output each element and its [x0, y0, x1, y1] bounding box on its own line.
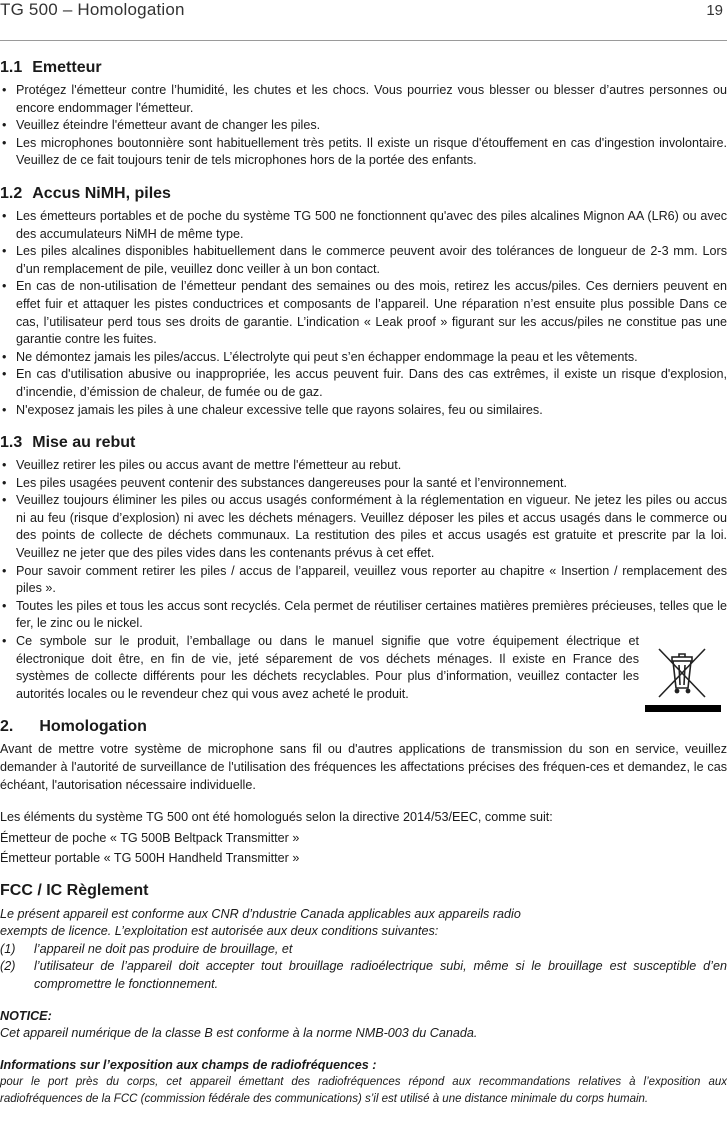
exposure-text: pour le port près du corps, cet appareil émettant des radiofréquences répond aux recommandations relatives à l’exposition aux radiofréquences de la FCC (commission fédérale des communications) s’il est utilisé à une distance minimale du corps humain.	[0, 1076, 727, 1106]
header-title: TG 500 – Homologation	[0, 0, 185, 19]
list-item: • N'exposez jamais les piles à une chaleur excessive telle que rayons solaires, feu ou similaires.	[0, 402, 727, 420]
paragraph: Émetteur portable « TG 500H Handheld Transmitter »	[0, 851, 300, 866]
page-content	[0, 58, 727, 1108]
list-item: • Veuillez éteindre l'émetteur avant de changer les piles.	[0, 117, 727, 135]
list-item: • Les émetteurs portables et de poche du système TG 500 ne fonctionnent qu'avec des piles alcalines Mignon AA (LR6) ou avec des accumulateurs NiMH de même type.	[0, 208, 727, 243]
page-header	[0, 0, 727, 41]
notice-title: NOTICE:	[0, 1008, 52, 1023]
paragraph: Émetteur de poche « TG 500B Beltpack Transmitter »	[0, 830, 300, 845]
list-item: • Les piles usagées peuvent contenir des substances dangereuses pour la santé et l’environnement.	[0, 475, 727, 493]
crossed-out-bin-icon	[643, 643, 723, 713]
page-number: 19	[706, 2, 723, 19]
section-mise-au-rebut	[0, 433, 727, 703]
paragraph: exempts de licence. L’exploitation est autorisée aux deux conditions suivantes:	[0, 924, 439, 939]
section-fcc	[0, 882, 727, 1108]
list-item: • Veuillez retirer les piles ou accus avant de mettre l'émetteur au rebut.	[0, 457, 727, 475]
section-heading: FCC / IC Règlement	[0, 881, 149, 899]
list-item: • Veuillez toujours éliminer les piles ou accus usagés conformément à la réglementation en vigueur. Ne jetez les piles ou accus ni au feu (risque d’explosion) ni avec les déchets ménagers. Veuillez déposer les piles et accus usagés dans le commerce ou des points de collecte de déchets communaux. La restitution des piles et accus usagés est gratuite et prescrite par la loi. Veuillez ne jeter que des piles vides dans les contenants prévus à cet effet.	[0, 492, 727, 562]
paragraph: Les éléments du système TG 500 ont été homologués selon la directive 2014/53/EEC, comme suit:	[0, 810, 553, 825]
list-item: • Toutes les piles et tous les accus sont recyclés. Cela permet de réutiliser certaines matières premières précieuses, telles que le fer, le zinc ou le nickel.	[0, 598, 727, 633]
section-heading: 1.2 Accus NiMH, piles	[0, 184, 171, 202]
bullet-list	[0, 457, 727, 633]
list-item: • Ce symbole sur le produit, l’emballage ou dans le manuel signifie que votre équipement électrique et électronique doit être, en fin de vie, jeté séparement de vos déchets ménages. Il existe en France des systèmes de collecte différents pour les déchets recyclables. Pour plus d’information, veuillez contacter les autorités locales ou le revendeur chez qui vous avez acheté le produit.	[0, 633, 727, 703]
list-item: • Ne démontez jamais les piles/accus. L’électrolyte qui peut s’en échapper endommage la peau et les vêtements.	[0, 349, 727, 367]
section-heading: 1.3 Mise au rebut	[0, 434, 136, 452]
paragraph: Avant de mettre votre système de microphone sans fil ou d'autres applications de transmission du son en service, veuillez demander à l'autorité de surveillance de l'utilisation des fréquences les affectations précises des fréquen-ces et demandez, le cas échéant, l'autorisation nécessaire individuelle.	[0, 742, 727, 792]
section-accus-piles	[0, 184, 727, 419]
bullet-list	[0, 208, 727, 419]
list-item: • En cas de non-utilisation de l’émetteur pendant des semaines ou des mois, retirez les accus/piles. Ces derniers peuvent en effet fuir et attaquer les pistes conductrices et composants de l’appareil. Une réparation n’est ensuite plus possible Dans ce cas, l’utilisateur perd tous ses droits de garantie. L’indication « Leak proof » figurant sur les accus/piles ne constitue pas une garantie contre les fuites.	[0, 278, 727, 348]
list-item: • Les microphones boutonnière sont habituellement très petits. Il existe un risque d'étouffement en cas d'ingestion involontaire. Veuillez de ce fait toujours tenir de tels microphones hors de la portée des enfants.	[0, 135, 727, 170]
bullet-list	[0, 82, 727, 170]
list-item: • Les piles alcalines disponibles habituellement dans le commerce peuvent avoir des tolérances de longueur de 2-3 mm. Lors d’un remplacement de pile, veuillez donc veiller à un bon contact.	[0, 243, 727, 278]
section-heading: 2. Homologation	[0, 718, 147, 736]
list-item: • Pour savoir comment retirer les piles / accus de l’appareil, veuillez vous reporter au chapitre « Insertion / remplacement des piles ».	[0, 563, 727, 598]
weee-row	[0, 633, 727, 703]
condition-item: (2) l’utilisateur de l’appareil doit accepter tout brouillage radioélectrique subi, même si le brouillage est susceptible d’en compromettre le fonctionnement.	[0, 959, 727, 991]
section-emetteur	[0, 58, 727, 170]
condition-item: (1) l’appareil ne doit pas produire de brouillage, et	[0, 941, 293, 956]
notice-text: Cet appareil numérique de la classe B est conforme à la norme NMB-003 du Canada.	[0, 1026, 478, 1041]
section-heading: 1.1 Emetteur	[0, 59, 102, 76]
exposure-title: Informations sur l’exposition aux champs de radiofréquences :	[0, 1057, 377, 1072]
list-item: • Protégez l'émetteur contre l’humidité, les chutes et les chocs. Vous pourriez vous blesser ou blesser d’autres personnes ou encore endommager l'émetteur.	[0, 82, 727, 117]
list-item: • En cas d'utilisation abusive ou inappropriée, les accus peuvent fuir. Dans des cas extrêmes, il existe un risque d'explosion, d’incendie, d’émission de chaleur, de fumée ou de gaz.	[0, 366, 727, 401]
section-homologation	[0, 717, 727, 868]
paragraph: Le présent appareil est conforme aux CNR d’ndustrie Canada applicables aux appareils radio	[0, 906, 521, 921]
